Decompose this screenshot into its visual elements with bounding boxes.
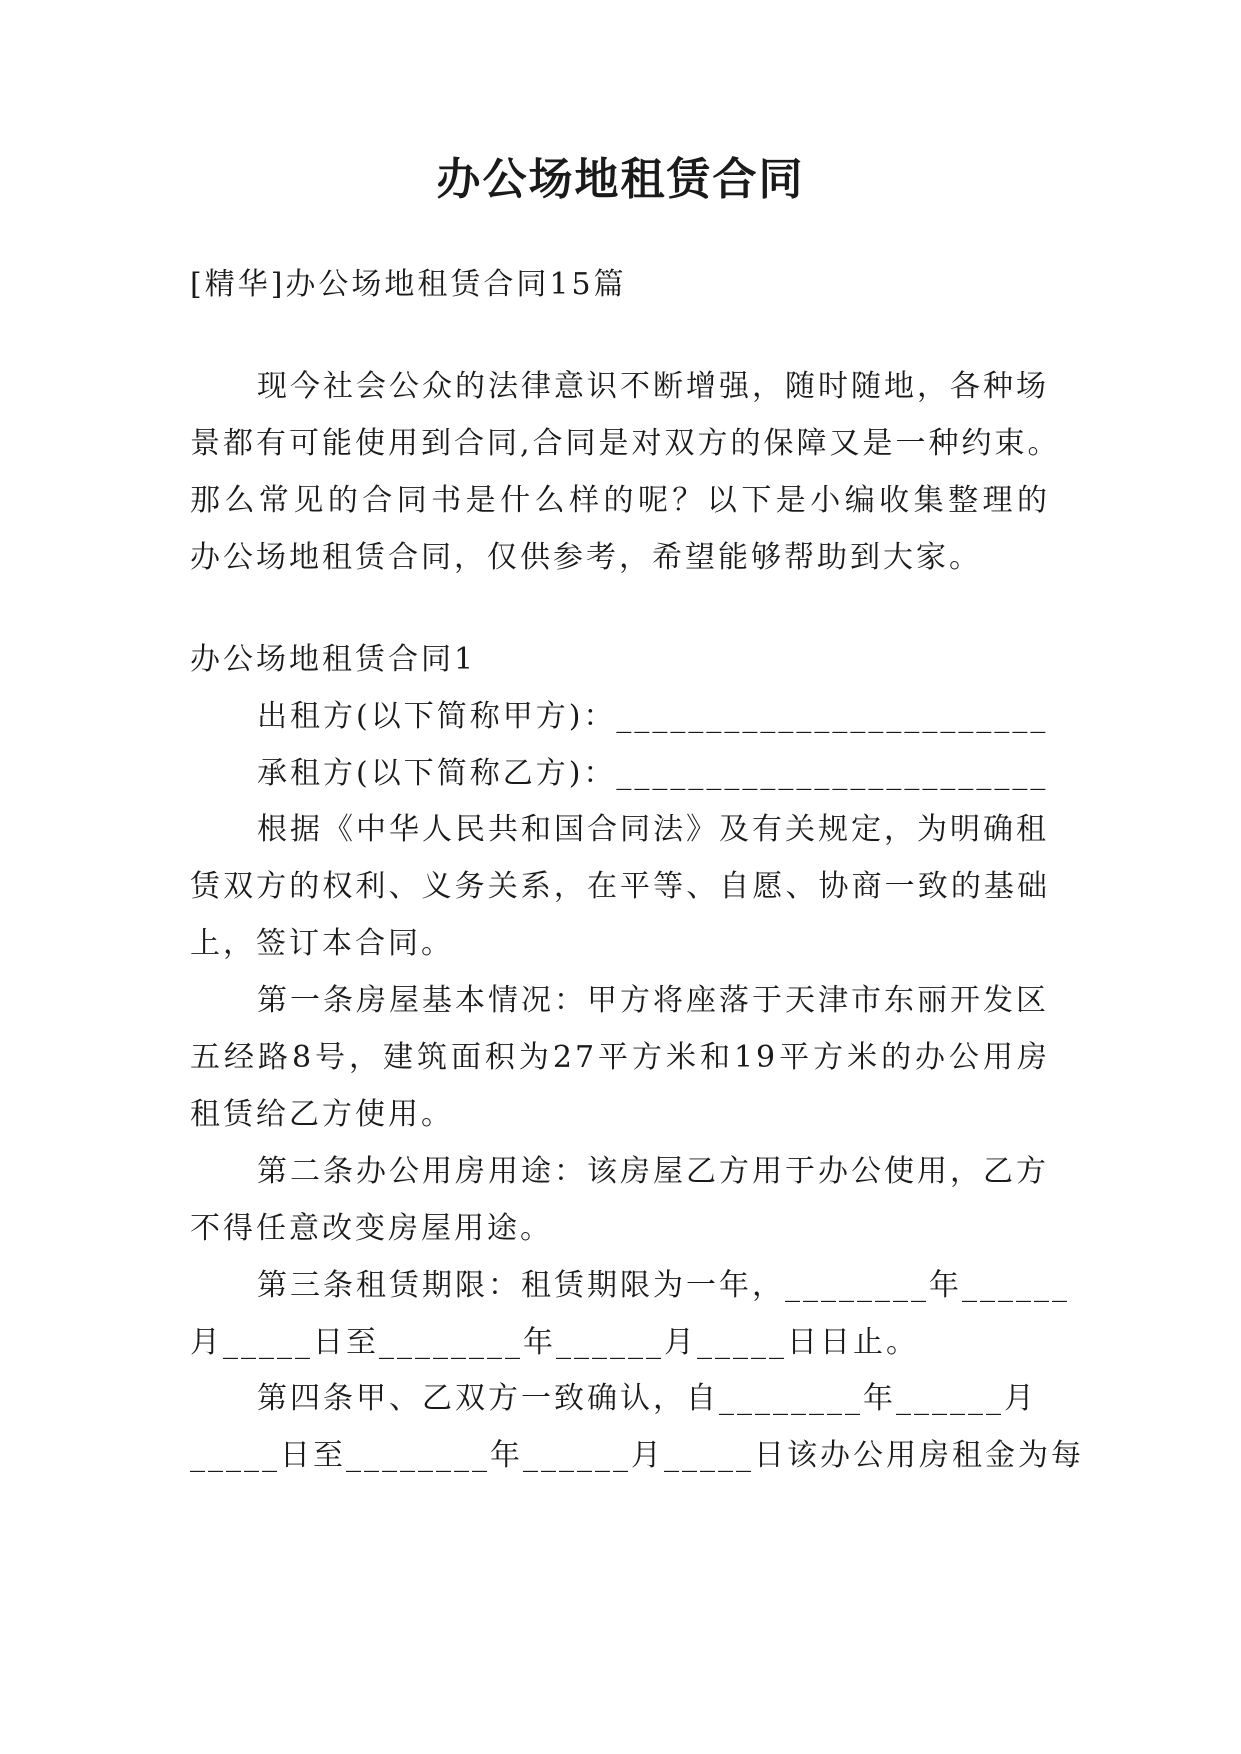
article2-line-1: 第二条办公用房用途：该房屋乙方用于办公使用，乙方: [257, 1154, 1049, 1189]
intro-line-2: 景都有可能使用到合同,合同是对双方的保障又是一种约束。: [190, 426, 1061, 461]
article4-line-2: _____日至________年______月_____日该办公用房租金为每: [190, 1438, 1084, 1473]
basis-line-1: 根据《中华人民共和国合同法》及有关规定，为明确租: [257, 812, 1049, 847]
article4-line-1: 第四条甲、乙双方一致确认，自________年______月: [257, 1381, 1037, 1416]
intro-line-3: 那么常见的合同书是什么样的呢？以下是小编收集整理的: [190, 483, 1050, 518]
section-heading: 办公场地租赁合同1: [190, 642, 477, 677]
lessee-line: 承租方(以下简称乙方)：________________________: [257, 756, 1049, 791]
intro-line-1: 现今社会公众的法律意识不断增强，随时随地，各种场: [257, 369, 1049, 404]
article1-line-2: 五经路8号，建筑面积为27平方米和19平方米的办公用房: [190, 1040, 1050, 1075]
article3-line-2: 月_____日至________年______月_____日日止。: [190, 1325, 919, 1360]
intro-line-4: 办公场地租赁合同，仅供参考，希望能够帮助到大家。: [190, 540, 982, 575]
article1-line-3: 租赁给乙方使用。: [190, 1097, 454, 1132]
article2-line-2: 不得任意改变房屋用途。: [190, 1211, 553, 1246]
article1-line-1: 第一条房屋基本情况：甲方将座落于天津市东丽开发区: [257, 983, 1049, 1018]
basis-line-3: 上，签订本合同。: [190, 926, 454, 961]
basis-line-2: 赁双方的权利、义务关系，在平等、自愿、协商一致的基础: [190, 869, 1050, 904]
lessor-line: 出租方(以下简称甲方)：________________________: [257, 699, 1049, 734]
document-subtitle: [精华]办公场地租赁合同15篇: [190, 267, 627, 302]
document-title: 办公场地租赁合同: [436, 154, 805, 205]
article3-line-1: 第三条租赁期限：租赁期限为一年，________年______: [257, 1268, 1070, 1303]
